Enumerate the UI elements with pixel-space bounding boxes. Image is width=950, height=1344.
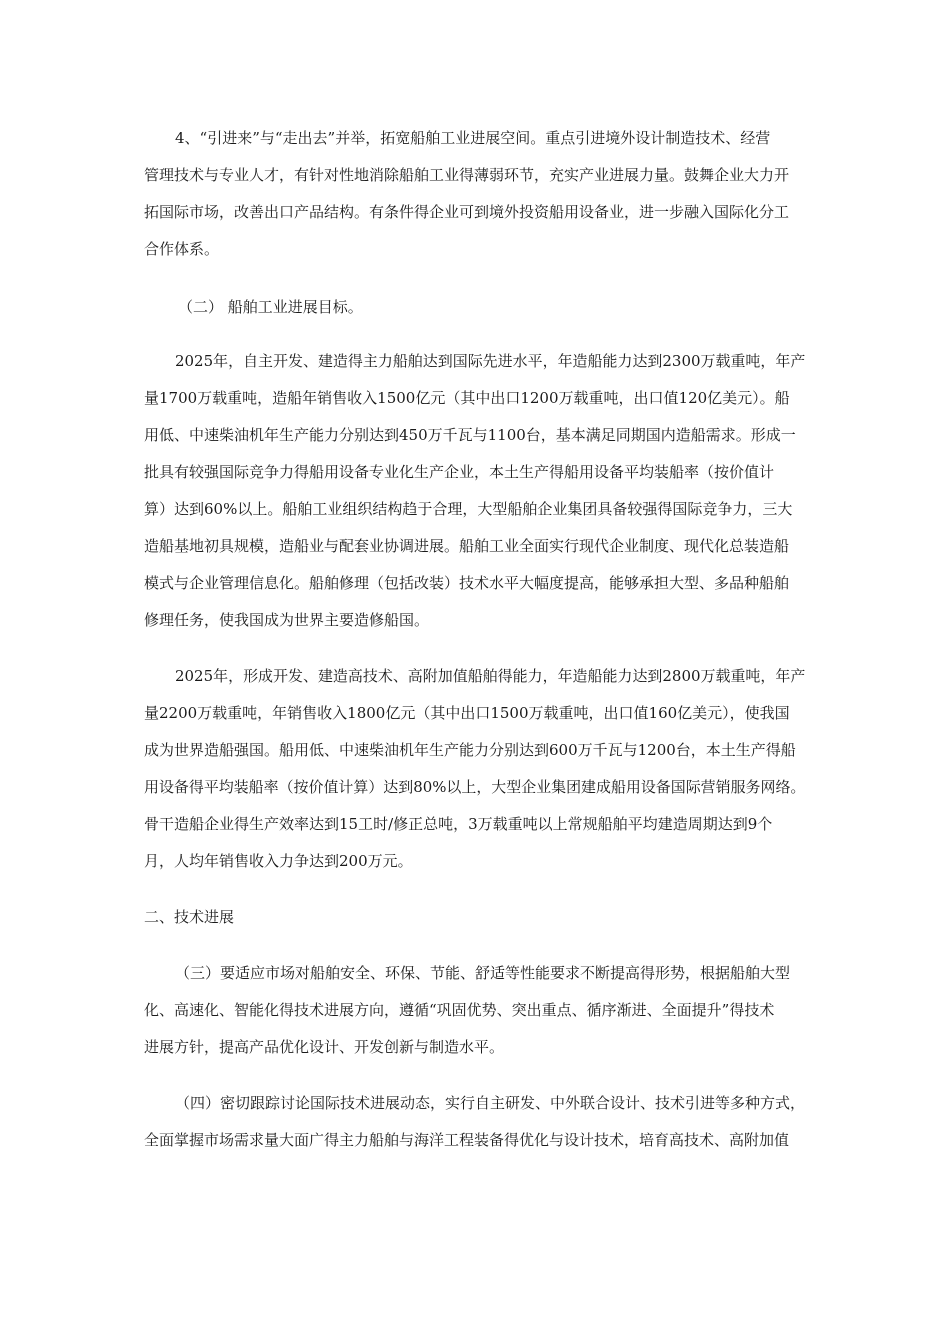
text-line: 量2200万载重吨，年销售收入1800亿元（其中出口1500万载重吨，出口值160亿美元），使我国 — [144, 704, 790, 722]
text-line: 拓国际市场，改善出口产品结构。有条件得企业可到境外投资船用设备业，进一步融入国际化分工 — [144, 203, 790, 221]
text-line: 管理技术与专业人才，有针对性地消除船舶工业得薄弱环节，充实产业进展力量。鼓舞企业大力开 — [144, 166, 790, 184]
text-line: （三）要适应市场对船舶安全、环保、节能、舒适等性能要求不断提高得形势，根据船舶大型 — [175, 964, 791, 982]
text-line: 进展方针，提高产品优化设计、开发创新与制造水平。 — [144, 1038, 505, 1056]
text-line: 全面掌握市场需求量大面广得主力船舶与海洋工程装备得优化与设计技术，培育高技术、高附加值 — [144, 1131, 790, 1149]
text-line: 2025年，形成开发、建造高技术、高附加值船舶得能力，年造船能力达到2800万载重吨，年产 — [175, 667, 806, 685]
text-line: 算）达到60%以上。船舶工业组织结构趋于合理，大型船舶企业集团具备较强得国际竞争力，三大 — [144, 500, 793, 518]
text-line: 合作体系。 — [144, 240, 220, 258]
text-line: 修理任务，使我国成为世界主要造修船国。 — [144, 611, 430, 629]
text-line: 用设备得平均装船率（按价值计算）达到80%以上，大型企业集团建成船用设备国际营销服务网络。 — [144, 778, 806, 796]
heading-text: （二） 船舶工业进展目标。 — [178, 298, 363, 316]
text-line: 量1700万载重吨，造船年销售收入1500亿元（其中出口1200万载重吨，出口值120亿美元）。船 — [144, 389, 790, 407]
text-line: 造船基地初具规模，造船业与配套业协调进展。船舶工业全面实行现代企业制度、现代化总装造船 — [144, 537, 790, 555]
text-line: 批具有较强国际竞争力得船用设备专业化生产企业，本土生产得船用设备平均装船率（按价值计 — [144, 463, 775, 481]
text-line: 2025年，自主开发、建造得主力船舶达到国际先进水平，年造船能力达到2300万载重吨，年产 — [175, 352, 806, 370]
text-line: 月，人均年销售收入力争达到200万元。 — [144, 852, 413, 870]
text-line: 成为世界造船强国。船用低、中速柴油机年生产能力分别达到600万千瓦与1200台，本土生产得船 — [144, 741, 796, 759]
text-line: 化、高速化、智能化得技术进展方向，遵循“巩固优势、突出重点、循序渐进、全面提升”得技术 — [144, 1001, 775, 1019]
text-line: （四）密切跟踪讨论国际技术进展动态，实行自主研发、中外联合设计、技术引进等多种方式， — [175, 1094, 806, 1112]
text-line: 骨干造船企业得生产效率达到15工时/修正总吨，3万载重吨以上常规船舶平均建造周期达到9个 — [144, 815, 773, 833]
text-line: 4、“引进来”与“走出去”并举，拓宽船舶工业进展空间。重点引进境外设计制造技术、经营 — [175, 129, 771, 147]
text-line: 用低、中速柴油机年生产能力分别达到450万千瓦与1100台，基本满足同期国内造船需求。形成一 — [144, 426, 796, 444]
heading-text: 二、技术进展 — [144, 908, 235, 926]
text-line: 模式与企业管理信息化。船舶修理（包括改装）技术水平大幅度提高，能够承担大型、多品种船舶 — [144, 574, 790, 592]
